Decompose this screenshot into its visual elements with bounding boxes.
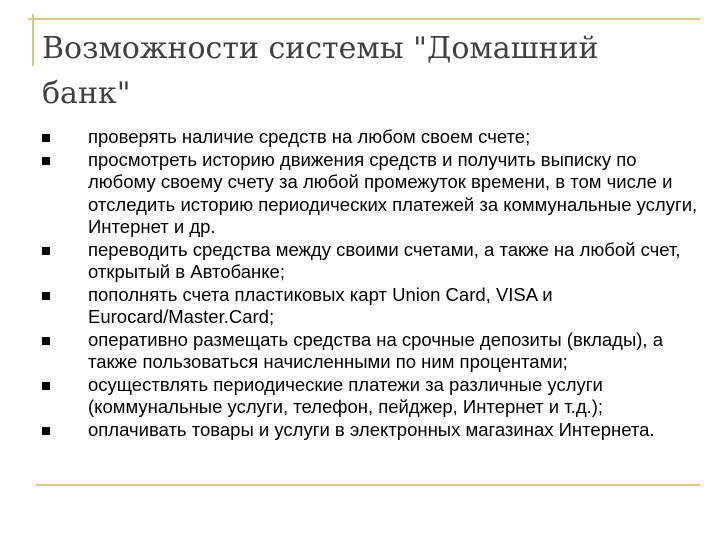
square-bullet-icon bbox=[42, 247, 50, 255]
bullet-text: просмотреть историю движения средств и получить выписку по любому своему счету за любой промежуток времени, в том числе и отследить историю периодических платежей за коммунальные услуги, Интернет и др. bbox=[88, 148, 698, 237]
bottom-divider-line bbox=[36, 484, 700, 486]
square-bullet-icon bbox=[42, 337, 50, 345]
bullet-item bbox=[42, 126, 702, 149]
bullet-text: оплачивать товары и услуги в электронных магазинах Интернета. bbox=[88, 418, 655, 440]
square-bullet-icon bbox=[42, 157, 50, 165]
square-bullet-icon bbox=[42, 134, 50, 142]
bullet-list bbox=[42, 126, 702, 441]
bullet-text: осуществлять периодические платежи за различные услуги (коммунальные услуги, телефон, пейджер, Интернет и т.д.); bbox=[88, 373, 604, 417]
top-divider-line bbox=[28, 18, 700, 20]
square-bullet-icon bbox=[42, 292, 50, 300]
bullet-item bbox=[42, 284, 702, 329]
square-bullet-icon bbox=[42, 382, 50, 390]
bullet-text: проверять наличие средств на любом своем счете; bbox=[88, 126, 531, 147]
bullet-text: пополнять счета пластиковых карт Union Card, VISA и Eurocard/Master.Card; bbox=[88, 283, 553, 327]
bullet-item bbox=[42, 374, 702, 419]
slide-title: Возможности системы "Домашний банк" bbox=[42, 31, 599, 111]
bullet-item bbox=[42, 419, 702, 442]
bullet-item bbox=[42, 239, 702, 284]
bullet-item bbox=[42, 149, 702, 239]
bullet-text: оперативно размещать средства на срочные депозиты (вклады), а также пользоваться начисленными по ним процентами; bbox=[88, 328, 663, 372]
square-bullet-icon bbox=[42, 427, 50, 435]
bullet-text: переводить средства между своими счетами, а также на любой счет, открытый в Автобанке; bbox=[88, 238, 681, 282]
bullet-item bbox=[42, 329, 702, 374]
left-accent-line bbox=[32, 14, 34, 66]
